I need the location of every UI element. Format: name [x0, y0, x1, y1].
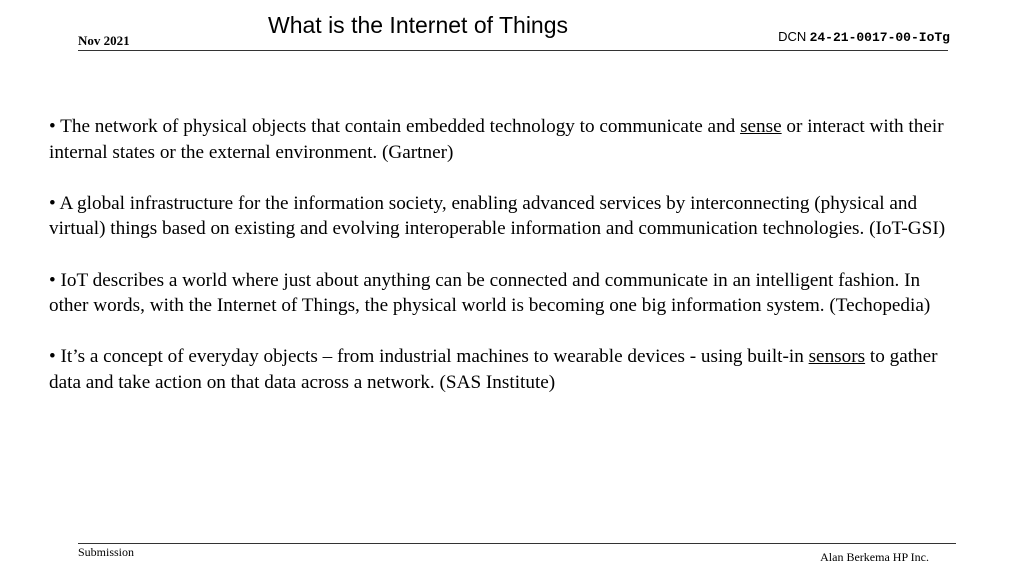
bullet-gartner — [49, 114, 964, 165]
bullet-text: • It’s a concept of everyday objects – from industrial machines to wearable devices - using built-in — [49, 346, 809, 368]
dcn-value: 24-21-0017-00-IoTg — [809, 30, 950, 45]
slide-title: What is the Internet of Things — [268, 12, 569, 38]
footer-divider — [78, 543, 956, 544]
bullet-text: to gather data and take action on that data across a network. (SAS Institute) — [49, 346, 938, 393]
footer-author: Alan Berkema HP Inc. — [820, 550, 929, 564]
document-control-number — [778, 29, 950, 45]
dcn-label: DCN — [778, 29, 807, 44]
footer-submission: Submission — [78, 545, 135, 559]
underlined-term-sense: sense — [740, 116, 782, 137]
bullet-sas-institute — [49, 344, 964, 395]
header-divider — [78, 50, 948, 51]
slide-date: Nov 2021 — [78, 33, 130, 48]
underlined-term-sensors: sensors — [808, 346, 866, 368]
bullet-techopedia: • IoT describes a world where just about anything can be connected and communicate in an intelligent fashion. In other words, with the Internet of Things, the physical world is becoming one big information system. (Techopedia) — [49, 269, 931, 317]
bullet-iot-gsi: • A global infrastructure for the information society, enabling advanced services by interconnecting (physical and virtual) things based on existing and evolving interoperable information and communication technologies. (IoT-GSI) — [49, 192, 946, 240]
bullet-text: or interact with their internal states or the external environment. (Gartner) — [49, 116, 944, 163]
bullet-text: • The network of physical objects that contain embedded technology to communicate and — [49, 116, 741, 137]
slide-body — [49, 114, 964, 421]
